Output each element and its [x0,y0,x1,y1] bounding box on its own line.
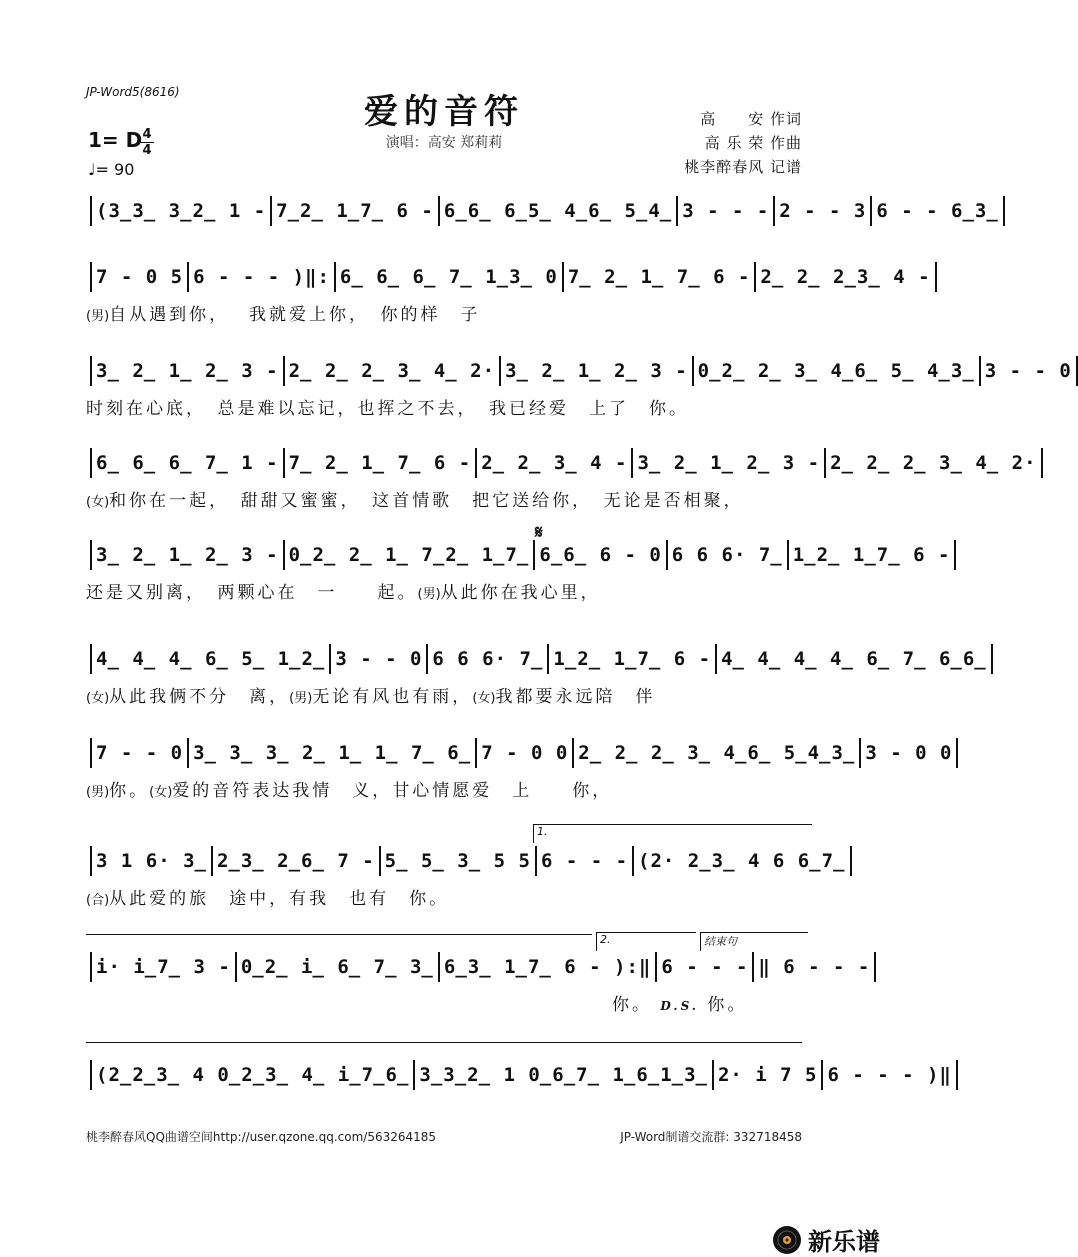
barline [859,738,861,768]
measure: 3 - - 0 [335,648,423,670]
lyric-text: 和你在一起， 甜甜又蜜蜜， 这首情歌 把它送给你， 无论是否相聚， [109,491,744,511]
barline [824,448,826,478]
singer-marker: (男) [417,587,441,602]
lyric-text: 你。 [707,995,748,1015]
barline [850,846,852,876]
measure: 5̲ 5̲ 3̲ 5 5 [384,850,531,872]
barline [547,644,549,674]
barline [90,196,92,226]
measure: (3̲3̲ 3̲2̲ 1 - [96,200,267,222]
measure: 2· i 7 5 [717,1064,818,1086]
singer-marker: (女) [86,495,110,510]
singers-line: 演唱：高安 郑莉莉 [385,135,503,151]
barline [752,952,754,982]
measure: 6 - - - )‖ [827,1064,952,1086]
lyric-line-7 [86,776,810,801]
barline [979,356,981,386]
barline [535,846,537,876]
barline [821,1060,823,1090]
lyric-line-5 [86,578,810,603]
barline [676,196,678,226]
barline [211,846,213,876]
barline [632,846,634,876]
measure: 3̲ 2̲ 1̲ 2̲ 3 - [96,360,279,382]
barline [90,738,92,768]
logo-text: 新乐谱 [808,1228,880,1256]
measure: 6̲3̲ 1̲7̲ 6 - ):‖ [443,956,652,978]
barline [334,262,336,292]
lyric-line-3 [86,394,810,419]
lyric-text: 我都要永远陪 伴 [495,687,656,707]
measure: 3 1 6· 3̲ [96,850,207,872]
barline [187,262,189,292]
barline [90,262,92,292]
barline [90,846,92,876]
measure: 6 6 6· 7̲ [671,544,783,566]
barline [499,356,501,386]
lyric-text: 无论有风也有雨， [312,687,473,707]
footer-group: JP-Word制谱交流群: 332718458 [620,1130,802,1144]
composer-credit: 高 乐 荣 作曲 [704,134,802,152]
barline [956,1060,958,1090]
measure: ‖ 6 - - - [758,956,871,978]
notation-row-10 [86,1060,952,1090]
volta-first-ending: 1. [533,824,812,843]
barline [954,540,956,570]
barline [1003,196,1005,226]
measure: 4̲ 4̲ 4̲ 4̲ 6̲ 7̲ 6̲6̲ [721,648,987,670]
barline [270,196,272,226]
ending-label: 结束句 [700,932,808,951]
measure: 2̲ 2̲ 2̲ 3̲ 4̲ 2· [830,452,1037,474]
lyric-line-6 [86,682,810,707]
notation-row-6 [86,644,987,674]
lyric-text: 时刻在心底， 总是难以忘记，也挥之不去， 我已经爱 上了 你。 [86,399,689,419]
barline [426,644,428,674]
barline [90,356,92,386]
key-signature: 1= D [88,128,143,152]
notation-row-2 [86,262,931,292]
notation-row-3 [86,356,1072,386]
lyric-text: 还是又别离， 两颗心在 一 起。 [86,583,418,603]
measure: 2̲3̲ 2̲6̲ 7 - [216,850,375,872]
measure: 7 - 0 5 [96,266,184,288]
lyric-text: 自从遇到你， 我就爱上你， 你的样 子 [109,305,481,325]
lyric-text: 从此爱的旅 途中，有我 也有 你。 [109,889,450,909]
measure: 6̲ 6̲ 6̲ 7̲ 1 - [96,452,279,474]
measure: 7̲ 2̲ 1̲ 7̲ 6 - [567,266,751,288]
segno-sign: 𝄋 [535,522,543,543]
measure: 2̲ 2̲ 2̲3̲ 4 - [760,266,931,288]
notation-row-5 [86,540,951,570]
barline [413,1060,415,1090]
singer-marker: (女) [86,691,110,706]
barline [475,448,477,478]
slur-line [86,934,592,935]
singer-marker: (男) [86,309,110,324]
measure: 0̲2̲ 2̲ 3̲ 4̲6̲ 5̲ 4̲3̲ [697,360,975,382]
site-logo[interactable] [772,1222,880,1257]
barline [935,262,937,292]
measure: 6̲6̲ 6 - 0 [539,544,662,566]
notation-row-7 [86,738,953,768]
time-signature [140,128,154,157]
measure: 3̲ 2̲ 1̲ 2̲ 3 - [637,452,821,474]
barline [1041,448,1043,478]
measure: 0̲2̲ 2̲ 1̲ 7̲2̲ 1̲7̲ [288,544,530,566]
transcriber-credit: 桃李醉春风 记谱 [684,158,802,176]
lyric-line-4 [86,486,810,511]
software-label: JP-Word5(8616) [86,85,180,99]
measure: 1̲2̲ 1̲7̲ 6 - [792,544,951,566]
singer-marker: (男) [289,691,313,706]
measure: i· i̲7̲ 3 - [96,956,231,978]
barline [655,952,657,982]
measure: 6 - - - [540,850,629,872]
time-top: 4 [142,127,152,142]
measure: 7 - - 0 [96,742,184,764]
barline [379,846,381,876]
measure: 2̲ 2̲ 2̲ 3̲ 4̲ 2· [288,360,496,382]
measure: (2· 2̲3̲ 4 6 6̲7̲ [638,850,846,872]
barline [712,1060,714,1090]
barline [631,448,633,478]
measure: 7 - 0 0 [481,742,569,764]
barline [715,644,717,674]
singer-marker: (合) [86,893,110,908]
footer-qzone: 桃李醉春风QQ曲谱空间http://user.qzone.qq.com/563264185 [86,1130,437,1144]
tempo-marking: ♩= 90 [88,160,135,179]
measure: 2̲ 2̲ 2̲ 3̲ 4̲6̲ 5̲4̲3̲ [578,742,856,764]
barline [533,540,535,570]
barline [90,644,92,674]
lyric-line-9 [612,990,812,1015]
measure: 3̲ 2̲ 1̲ 2̲ 3 - [96,544,279,566]
measure: 0̲2̲ i̲ 6̲ 7̲ 3̲ [240,956,434,978]
barline [438,952,440,982]
barline [991,644,993,674]
barline [666,540,668,570]
barline [692,356,694,386]
measure: 7̲2̲ 1̲7̲ 6 - [276,200,434,222]
barline [283,540,285,570]
barline [283,448,285,478]
lyricist-credit: 高 安 作词 [700,110,802,128]
barline [90,540,92,570]
volta-second-ending: 2. [596,932,696,951]
singer-marker: (女) [472,691,496,706]
singer-marker: (女) [149,785,173,800]
barline [90,1060,92,1090]
lyric-line-2 [86,300,810,325]
measure: 3 - 0 0 [865,742,953,764]
measure: 3̲ 3̲ 3̲ 2̲ 1̲ 1̲ 7̲ 6̲ [193,742,472,764]
measure: 6̲ 6̲ 6̲ 7̲ 1̲3̲ 0 [339,266,558,288]
barline [235,952,237,982]
barline [874,952,876,982]
measure: 6 - - - )‖: [193,266,330,288]
barline [90,952,92,982]
vinyl-icon [772,1225,802,1255]
lyric-line-8 [86,884,810,909]
notation-row-9 [86,952,871,982]
measure: 3̲ 2̲ 1̲ 2̲ 3 - [505,360,688,382]
song-title: 爱的音符 [364,92,524,132]
measure: 7̲ 2̲ 1̲ 7̲ 6 - [288,452,472,474]
barline [438,196,440,226]
notation-row-8 [86,846,846,876]
lyric-text: 从此你在我心里， [440,583,601,603]
barline [187,738,189,768]
notation-row-4 [86,448,1037,478]
measure: 6 - - - [661,956,749,978]
measure: 2̲ 2̲ 3̲ 4 - [481,452,628,474]
barline [572,738,574,768]
barline [562,262,564,292]
singer-marker: (男) [86,785,110,800]
measure: 6 - - 6̲3̲ [876,200,999,222]
barline [283,356,285,386]
notation-row-1 [86,196,999,226]
barline [787,540,789,570]
measure: 3 - - 0 [984,360,1072,382]
barline [90,448,92,478]
dal-segno-mark: D.S. [660,999,699,1013]
lyric-text: 爱的音符表达我情 义， [172,781,393,801]
lyric-text: 从此我俩不分 离， [109,687,290,707]
time-bottom: 4 [142,143,152,158]
measure: 3̲3̲2̲ 1 0̲6̲7̲ 1̲6̲1̲3̲ [419,1064,708,1086]
measure: 2 - - 3 [779,200,867,222]
barline [956,738,958,768]
lyric-text: 甘心情愿爱 上 你， [392,781,613,801]
measure: 6 6 6· 7̲ [432,648,544,670]
barline [329,644,331,674]
barline [475,738,477,768]
measure: (2̲2̲3̲ 4 0̲2̲3̲ 4̲ i̲7̲6̲ [96,1064,410,1086]
barline [754,262,756,292]
lyric-text: 你。 [109,781,150,801]
lyric-text: 你。 [612,995,652,1015]
barline [870,196,872,226]
measure: 3 - - - [682,200,770,222]
measure: 4̲ 4̲ 4̲ 6̲ 5̲ 1̲2̲ [96,648,326,670]
barline [773,196,775,226]
slur-line [86,1042,802,1043]
measure: 6̲6̲ 6̲5̲ 4̲6̲ 5̲4̲ [443,200,673,222]
measure: 1̲2̲ 1̲7̲ 6 - [553,648,712,670]
